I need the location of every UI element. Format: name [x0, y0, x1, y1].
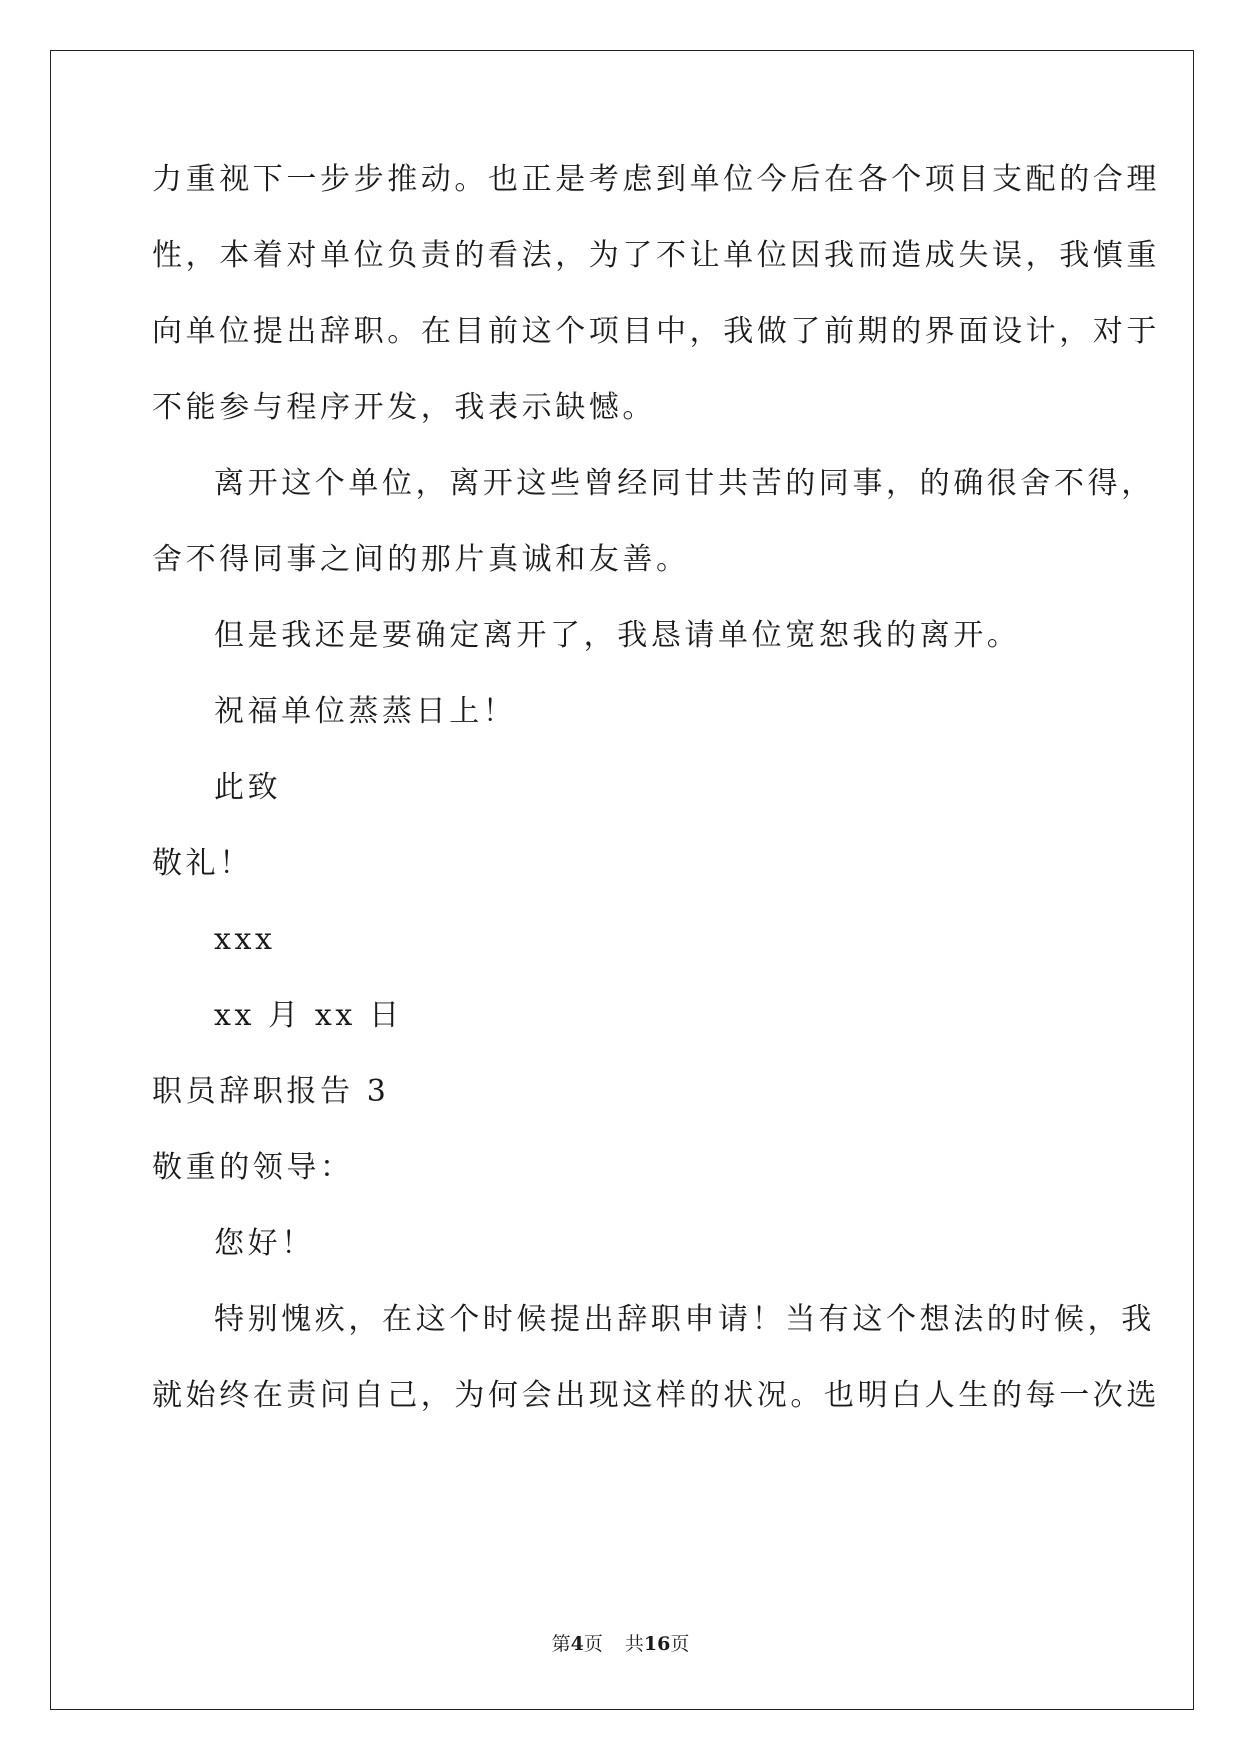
section-title: 职员辞职报告 3 [152, 1074, 390, 1109]
footer-total-prefix: 共 [624, 1633, 644, 1655]
closing-regards: 敬礼！ [152, 846, 253, 881]
closing-salutation: 此致 [214, 770, 282, 805]
footer-page-prefix: 第 [551, 1633, 571, 1655]
body-line: 力重视下一步步推动。也正是考虑到单位今后在各个项目支配的合理 [152, 162, 1160, 197]
signature-name: xxx [214, 922, 276, 957]
body-line: 不能参与程序开发，我表示缺憾。 [152, 390, 656, 425]
footer-page-suffix: 页 [583, 1633, 603, 1655]
footer-page-number: 4 [570, 1633, 584, 1655]
footer-total-suffix: 页 [670, 1633, 690, 1655]
letter-salutation: 敬重的领导： [152, 1150, 354, 1185]
body-line: 特别愧疚，在这个时候提出辞职申请！当有这个想法的时候，我 [214, 1302, 1155, 1337]
body-line: 祝福单位蒸蒸日上！ [214, 694, 517, 729]
body-line: 离开这个单位，离开这些曾经同甘共苦的同事，的确很舍不得， [214, 466, 1155, 501]
footer-total-pages: 16 [643, 1633, 671, 1655]
body-line: 舍不得同事之间的那片真诚和友善。 [152, 542, 690, 577]
body-line: 性，本着对单位负责的看法，为了不让单位因我而造成失误，我慎重 [152, 238, 1160, 273]
body-line: 但是我还是要确定离开了，我恳请单位宽恕我的离开。 [214, 618, 1021, 653]
body-line: 向单位提出辞职。在目前这个项目中，我做了前期的界面设计，对于 [152, 314, 1160, 349]
greeting: 您好！ [214, 1226, 315, 1261]
body-line: 就始终在责问自己，为何会出现这样的状况。也明白人生的每一次选 [152, 1378, 1160, 1413]
signature-date: xx 月 xx 日 [214, 998, 403, 1033]
page-footer [0, 1632, 1241, 1656]
